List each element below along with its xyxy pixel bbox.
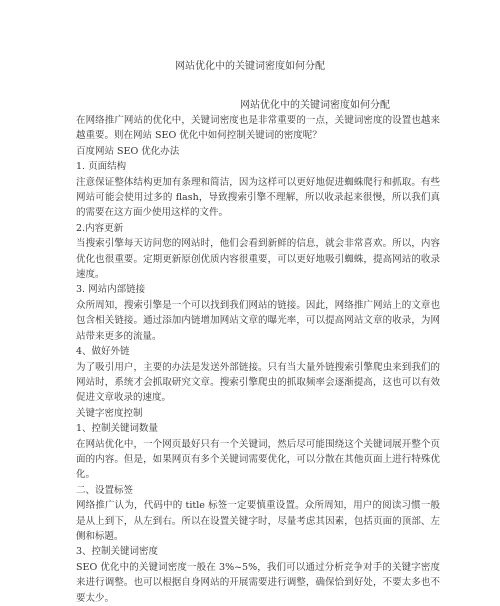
item-heading-content-update: 2.内容更新 [76,222,124,234]
section-heading-methods: 百度网站 SEO 优化办法 [76,145,180,157]
paragraph-external-links: 为了吸引用户，主要的办法是发送外部链接。只有当大量外链搜索引擎爬虫来到我们的网站时，系统才会抓取研究文章。搜索引擎爬虫的抓取频率会逐渐提高，这也可以有效促进文章收录的速度。 [76,361,440,404]
document-body [76,113,440,606]
document-subtitle: 网站优化中的关键词密度如何分配 [240,100,390,111]
item-heading-external-links: 4、做好外链 [76,346,130,358]
section-heading-density-control: 关键字密度控制 [76,407,143,419]
item-heading-page-structure: 1. 页面结构 [76,161,127,173]
paragraph-intro: 在网络推广网站的优化中，关键词密度也是非常重要的一点，关键词密度的设置也越来越重要。则在网站 SEO 优化中如何控制关键词的密度呢？ [76,115,440,142]
item-heading-keyword-density: 3、控制关键词密度 [76,546,159,558]
item-heading-keyword-count: 1、控制关键词数量 [76,423,159,435]
item-heading-set-tags: 二、设置标签 [76,484,134,496]
paragraph-internal-links: 众所周知，搜索引擎是一个可以找到我们网站的链接。因此，网络推广网站上的文章也包含相关链接。通过添加内链增加网站文章的曝光率，可以提高网站文章的收录，为网站带来更多的流量。 [76,299,440,342]
document-title: 网站优化中的关键词密度如何分配 [175,61,325,72]
paragraph-page-structure: 注意保证整体结构更加有条理和简洁，因为这样可以更好地促进蜘蛛爬行和抓取。有些网站可能会使用过多的 flash，导致搜索引擎不理解，所以收录起来很慢，所以我们真的需要在这方面少使用这样的文件。 [76,176,440,219]
paragraph-content-update: 当搜索引擎每天访问您的网站时，他们会看到新鲜的信息，就会非常喜欢。所以，内容优化也很重要。定期更新原创优质内容很重要，可以更好地吸引蜘蛛，提高网站的收录速度。 [76,238,440,281]
paragraph-set-tags: 网络推广认为，代码中的 title 标签一定要慎重设置。众所周知，用户的阅读习惯一般是从上到下，从左到右。所以在设置关键字时，尽量考虑其因素，包括页面的顶部、左侧和标题。 [76,500,440,542]
paragraph-keyword-density: SEO 优化中的关键词密度一般在 3%~5%，我们可以通过分析竞争对手的关键字密度来进行调整。也可以根据自身网站的开展需要进行调整，确保恰到好处，不要太多也不要太少。 [76,561,440,604]
item-heading-internal-links: 3. 网站内部链接 [76,284,146,296]
paragraph-keyword-count: 在网站优化中，一个网页最好只有一个关键词，然后尽可能围绕这个关键词展开整个页面的内容。但是，如果网页有多个关键词需要优化，可以分散在其他页面上进行特殊优化。 [76,438,440,481]
